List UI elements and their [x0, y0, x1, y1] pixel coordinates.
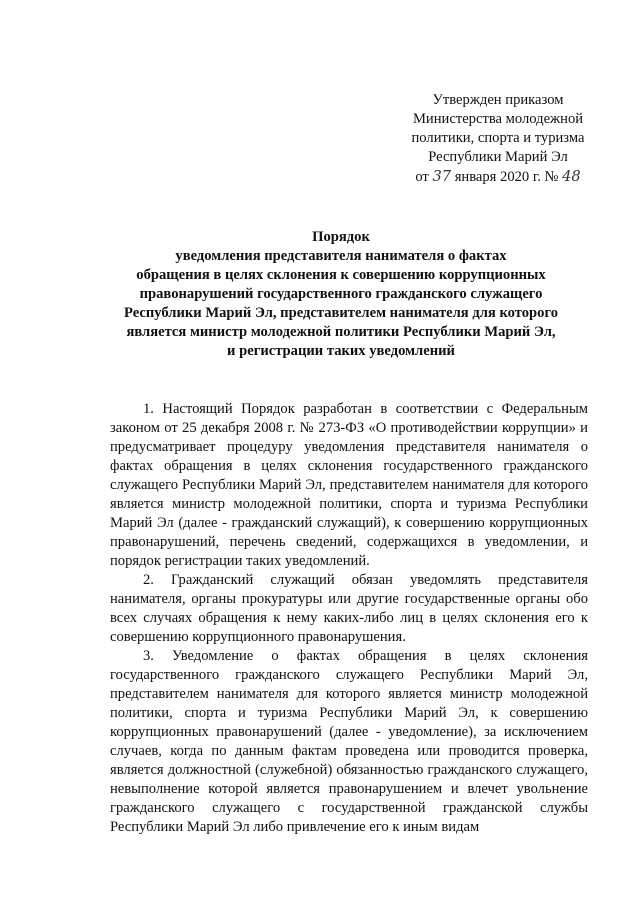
approval-line: Республики Марий Эл	[428, 149, 568, 165]
title-line: уведомления представителя нанимателя о фактах	[175, 248, 507, 264]
paragraph-1: 1. Настоящий Порядок разработан в соответствии с Федеральным законом от 25 декабря 2008 г. № 273-ФЗ «О противодействии коррупции» и предусматривает процедуру уведомления представителя нанимателя о фактах обращения в целях склонения государственного гражданского служащего Республики Марий Эл, представителем нанимателя для которого является министр молодежной политики, спорта и туризма Республики Марий Эл (далее - гражданский служащий), к совершению коррупционных правонарушений, перечень сведений, содержащихся в уведомлении, и порядок регистрации таких уведомлений.	[110, 401, 588, 569]
paragraph-2: 2. Гражданский служащий обязан уведомлять представителя нанимателя, органы прокуратуры или другие государственные органы обо всех случаях обращения к нему каких-либо лиц в целях склонения его к совершению коррупционного правонарушения.	[110, 572, 588, 645]
approval-stamp	[398, 91, 598, 187]
date-mid: января 2020 г. №	[454, 169, 559, 185]
date-prefix: от	[415, 169, 429, 185]
document-body	[110, 400, 588, 837]
title-line: Порядок	[312, 229, 370, 245]
title-line: правонарушений государственного гражданского служащего	[139, 286, 543, 302]
title-line: обращения в целях склонения к совершению коррупционных	[136, 267, 546, 283]
approval-line: Утвержден приказом	[432, 92, 564, 108]
title-line: и регистрации таких уведомлений	[227, 343, 455, 359]
document-title	[86, 228, 596, 361]
approval-date-line	[398, 167, 598, 187]
approval-line: Министерства молодежной	[412, 111, 584, 127]
title-line: является министр молодежной политики Республики Марий Эл,	[126, 324, 556, 340]
handwritten-day: 37	[432, 168, 452, 185]
handwritten-number: 48	[562, 168, 581, 185]
paragraph-3: 3. Уведомление о фактах обращения в целях склонения государственного гражданского служащего Республики Марий Эл, представителем нанимателя для которого является министр молодежной политики, спорта и туризма Республики Марий Эл, к совершению коррупционных правонарушений (далее - уведомление), за исключением случаев, когда по данным фактам проведена или проводится проверка, является должностной (служебной) обязанностью гражданского служащего, невыполнение которой является правонарушением и влечет увольнение гражданского служащего с государственной гражданской службы Республики Марий Эл либо привлечение его к иным видам	[110, 648, 588, 835]
approval-line: политики, спорта и туризма	[411, 130, 585, 146]
title-line: Республики Марий Эл, представителем нанимателя для которого	[123, 305, 559, 321]
